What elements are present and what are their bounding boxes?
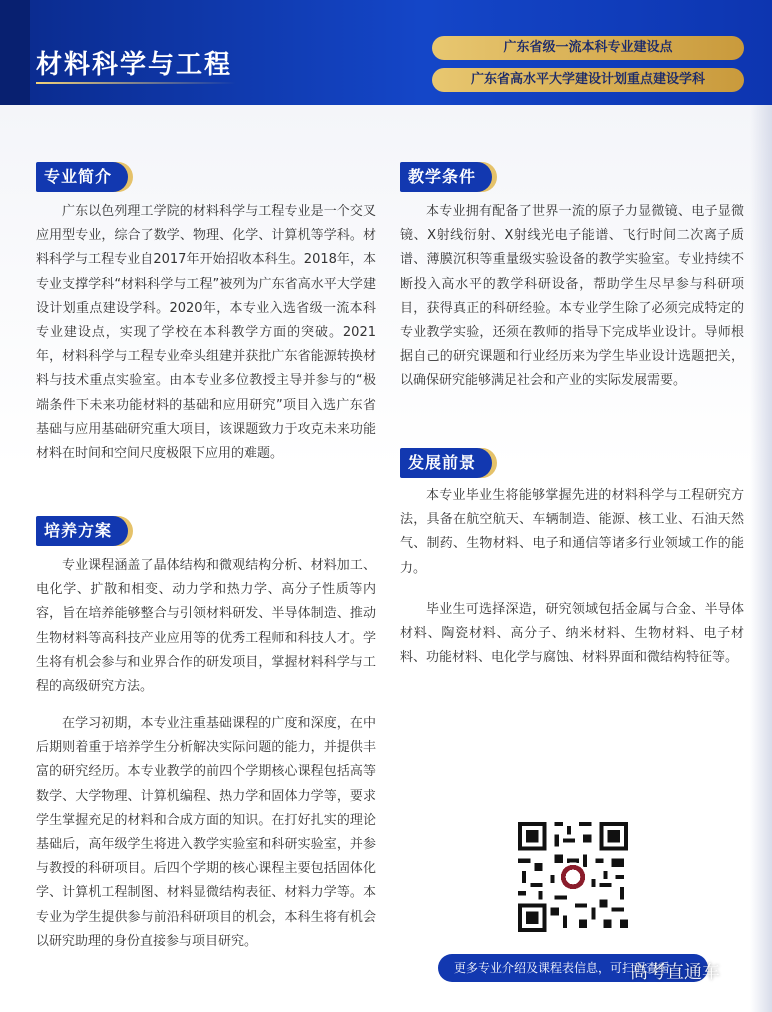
training-paragraph-1: 专业课程涵盖了晶体结构和微观结构分析、材料加工、电化学、扩散和相变、动力学和热力学、高分子性质等内容，旨在培养能够整合与引领材料研发、半导体制造、推动生物材料等高科技产业应用等的优秀工程师和科技人才。学生将有机会参与和业界合作的研发项目，掌握材料科学与工程的高级研究方法。 [36, 558, 376, 695]
scan-for-more-banner[interactable]: 更多专业介绍及课程表信息，可扫码查看 [438, 954, 708, 982]
page-title: 材料科学与工程 [36, 50, 233, 80]
title-underline [36, 82, 236, 84]
prospects-paragraph-2: 毕业生可选择深造，研究领域包括金属与合金、半导体材料、陶瓷材料、高分子、纳米材料、生物材料、电子材料、功能材料、电化学与腐蚀、材料界面和微结构特征等。 [400, 602, 744, 666]
section-heading-training: 培养方案 [36, 516, 128, 546]
watermark-text: 高考直通车 [630, 962, 720, 983]
intro-paragraph: 广东以色列理工学院的材料科学与工程专业是一个交叉应用型专业，综合了数学、物理、化学、计算机等学科。材料科学与工程专业自2017年开始招收本科生。2018年，本专业支撑学科“材料科学与工程”被列为广东省高水平大学建设计划重点建设学科。2020年，本专业入选省级一流本科专业建设点，实现了学校在本科教学方面的突破。2021年，材料科学与工程专业牵头组建并获批广东省能源转换材料与技术重点实验室。由本专业多位教授主导并参与的“极端条件下未来功能材料的基础和应用研究”项目入选广东省基础与应用基础研究重大项目，该课题致力于攻克未来功能材料在时间和空间尺度极限下应用的难题。 [36, 204, 376, 462]
badge-first-class-major: 广东省级一流本科专业建设点 [432, 36, 744, 60]
training-paragraph-2: 在学习初期，本专业注重基础课程的广度和深度，在中后期则着重于培养学生分析解决实际问题的能力，并提供丰富的研究经历。本专业教学的前四个学期核心课程包括高等数学、大学物理、计算机编程、热力学和固体力学等，要求学生掌握充足的材料和合成方面的知识。在打好扎实的理论基础后，高年级学生将进入教学实验室和科研实验室，并参与教授的科研项目。后四个学期的核心课程主要包括固体化学、计算机工程制图、材料显微结构表征、材料力学等。本专业为学生提供参与前沿科研项目的机会，本科生将有机会以研究助理的身份直接参与项目研究。 [36, 716, 376, 949]
qr-code-icon[interactable] [514, 818, 632, 936]
qr-code-graphic [514, 818, 632, 936]
section-heading-intro: 专业简介 [36, 162, 128, 192]
section-heading-prospects: 发展前景 [400, 448, 492, 478]
prospects-paragraph-1: 本专业毕业生将能够掌握先进的材料科学与工程研究方法，具备在航空航天、车辆制造、能源、核工业、石油天然气、制药、生物材料、电子和通信等诸多行业领域工作的能力。 [400, 488, 744, 576]
section-heading-conditions: 教学条件 [400, 162, 492, 192]
conditions-paragraph: 本专业拥有配备了世界一流的原子力显微镜、电子显微镜、X射线衍射、X射线光电子能谱、飞行时间二次离子质谱、薄膜沉积等重量级实验设备的教学实验室。专业持续不断投入高水平的教学科研设备，帮助学生尽早参与科研项目，获得真正的科研经验。本专业学生除了必须完成特定的专业教学实验，还须在教师的指导下完成毕业设计。导师根据自己的研究课题和行业经历来为学生毕业设计选题把关，以确保研究能够满足社会和产业的实际发展需要。 [400, 204, 744, 389]
badge-key-discipline: 广东省高水平大学建设计划重点建设学科 [432, 68, 744, 92]
paper-edge [750, 105, 772, 1012]
header-stripe [0, 0, 30, 105]
page-header [0, 0, 772, 105]
